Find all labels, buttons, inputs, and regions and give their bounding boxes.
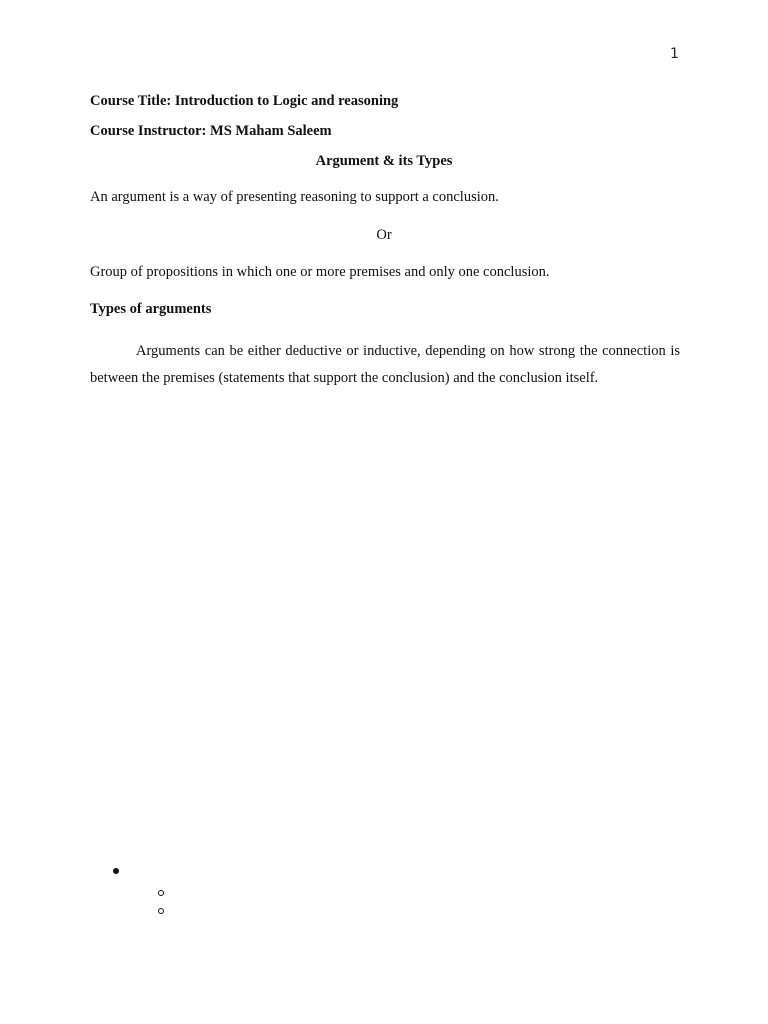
bullet-disc-icon (113, 868, 119, 874)
course-instructor: Course Instructor: MS Maham Saleem (90, 123, 332, 139)
bullet-circle-icon (158, 890, 164, 896)
types-paragraph: Arguments can be either deductive or inductive, depending on how strong the connection is between the premises (statements that support the conclusion) and the conclusion itself. (90, 343, 680, 386)
argument-alternate-definition: Group of propositions in which one or more premises and only one conclusion. (90, 264, 550, 280)
or-separator: Or (376, 227, 392, 243)
page-number: 1 (670, 46, 679, 62)
bullet-circle-icon (158, 908, 164, 914)
types-heading: Types of arguments (90, 301, 212, 317)
course-title: Course Title: Introduction to Logic and reasoning (90, 93, 399, 109)
document-heading: Argument & its Types (315, 153, 453, 169)
argument-definition: An argument is a way of presenting reasoning to support a conclusion. (90, 189, 499, 205)
